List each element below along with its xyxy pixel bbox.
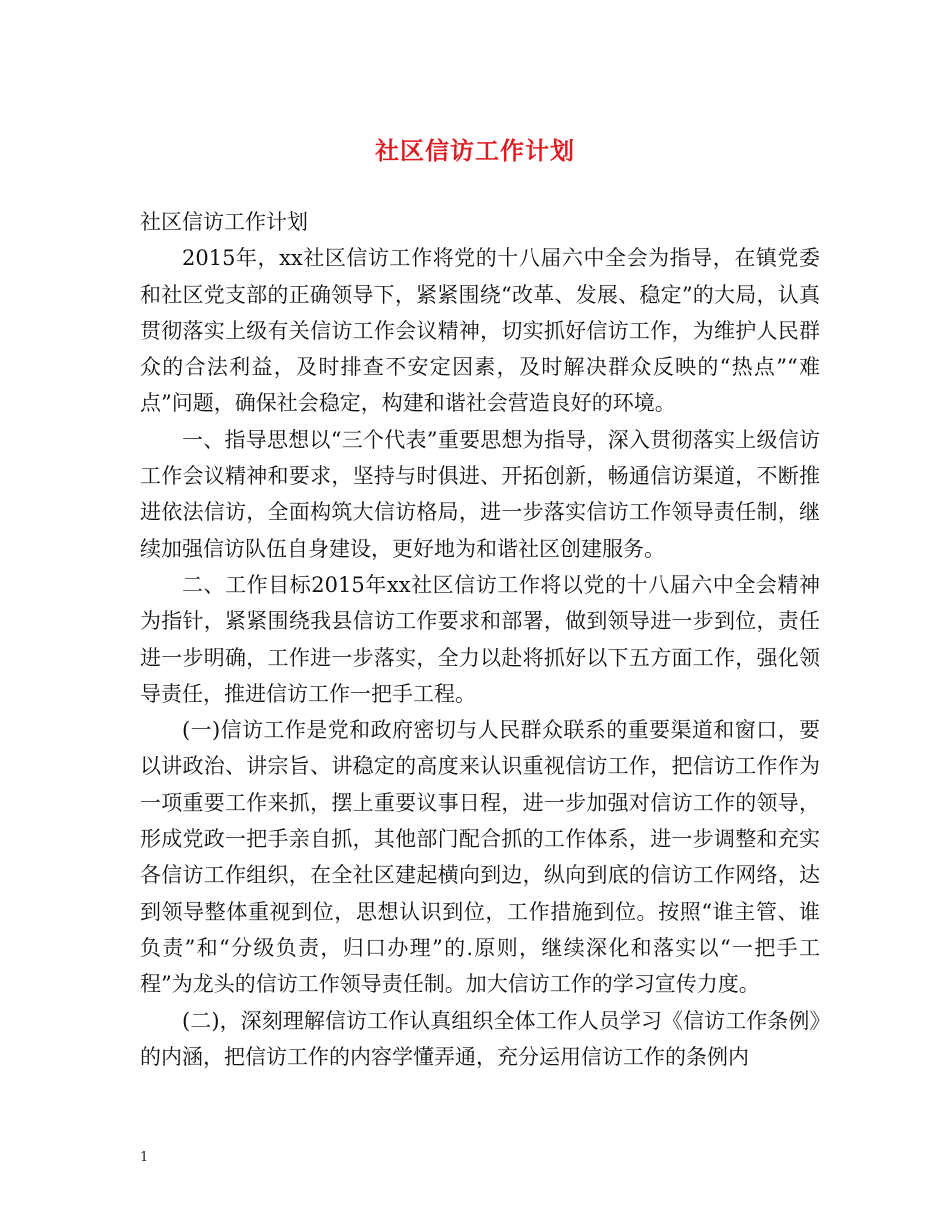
paragraph-work-goal: 二、工作目标2015年xx社区信访工作将以党的十八届六中全会精神为指针，紧紧围绕我县信访工作要求和部署，做到领导进一步到位，责任进一步明确，工作进一步落实，全力以赴将抓好以下五方面工作，强化领导责任，推进信访工作一把手工程。 xyxy=(140,572,820,706)
paragraph-section-one: (一)信访工作是党和政府密切与人民群众联系的重要渠道和窗口，要以讲政治、讲宗旨、讲稳定的高度来认识重视信访工作，把信访工作作为一项重要工作来抓，摆上重要议事日程，进一步加强对信访工作的领导，形成党政一把手亲自抓，其他部门配合抓的工作体系，进一步调整和充实各信访工作组织，在全社区建起横向到边，纵向到底的信访工作网络，达到领导整体重视到位，思想认识到位，工作措施到位。按照“谁主管、谁负责”和“分级负责，归口办理”的.原则，继续深化和落实以“一把手工程”为龙头的信访工作领导责任制。加大信访工作的学习宣传力度。 xyxy=(140,718,820,997)
document-subtitle: 社区信访工作计划 xyxy=(140,210,308,234)
paragraph-guiding-thought: 一、指导思想以“三个代表”重要思想为指导，深入贯彻落实上级信访工作会议精神和要求，坚持与时俱进、开拓创新，畅通信访渠道，不断推进依法信访，全面构筑大信访格局，进一步落实信访工作领导责任制，继续加强信访队伍自身建设，更好地为和谐社区创建服务。 xyxy=(140,427,820,561)
document-title: 社区信访工作计划 xyxy=(375,136,575,165)
paragraph-intro: 2015年，xx社区信访工作将党的十八届六中全会为指导，在镇党委和社区党支部的正确领导下，紧紧围绕“改革、发展、稳定”的大局，认真贯彻落实上级有关信访工作会议精神，切实抓好信访工作，为维护人民群众的合法利益，及时排查不安定因素，及时解决群众反映的“热点”“难点”问题，确保社会稳定，构建和谐社会营造良好的环境。 xyxy=(140,246,820,416)
paragraph-section-two: (二)，深刻理解信访工作认真组织全体工作人员学习《信访工作条例》的内涵，把信访工作的内容学懂弄通，充分运用信访工作的条例内 xyxy=(140,1008,820,1069)
page-number: 1 xyxy=(140,1150,149,1165)
document-body xyxy=(140,204,820,1075)
